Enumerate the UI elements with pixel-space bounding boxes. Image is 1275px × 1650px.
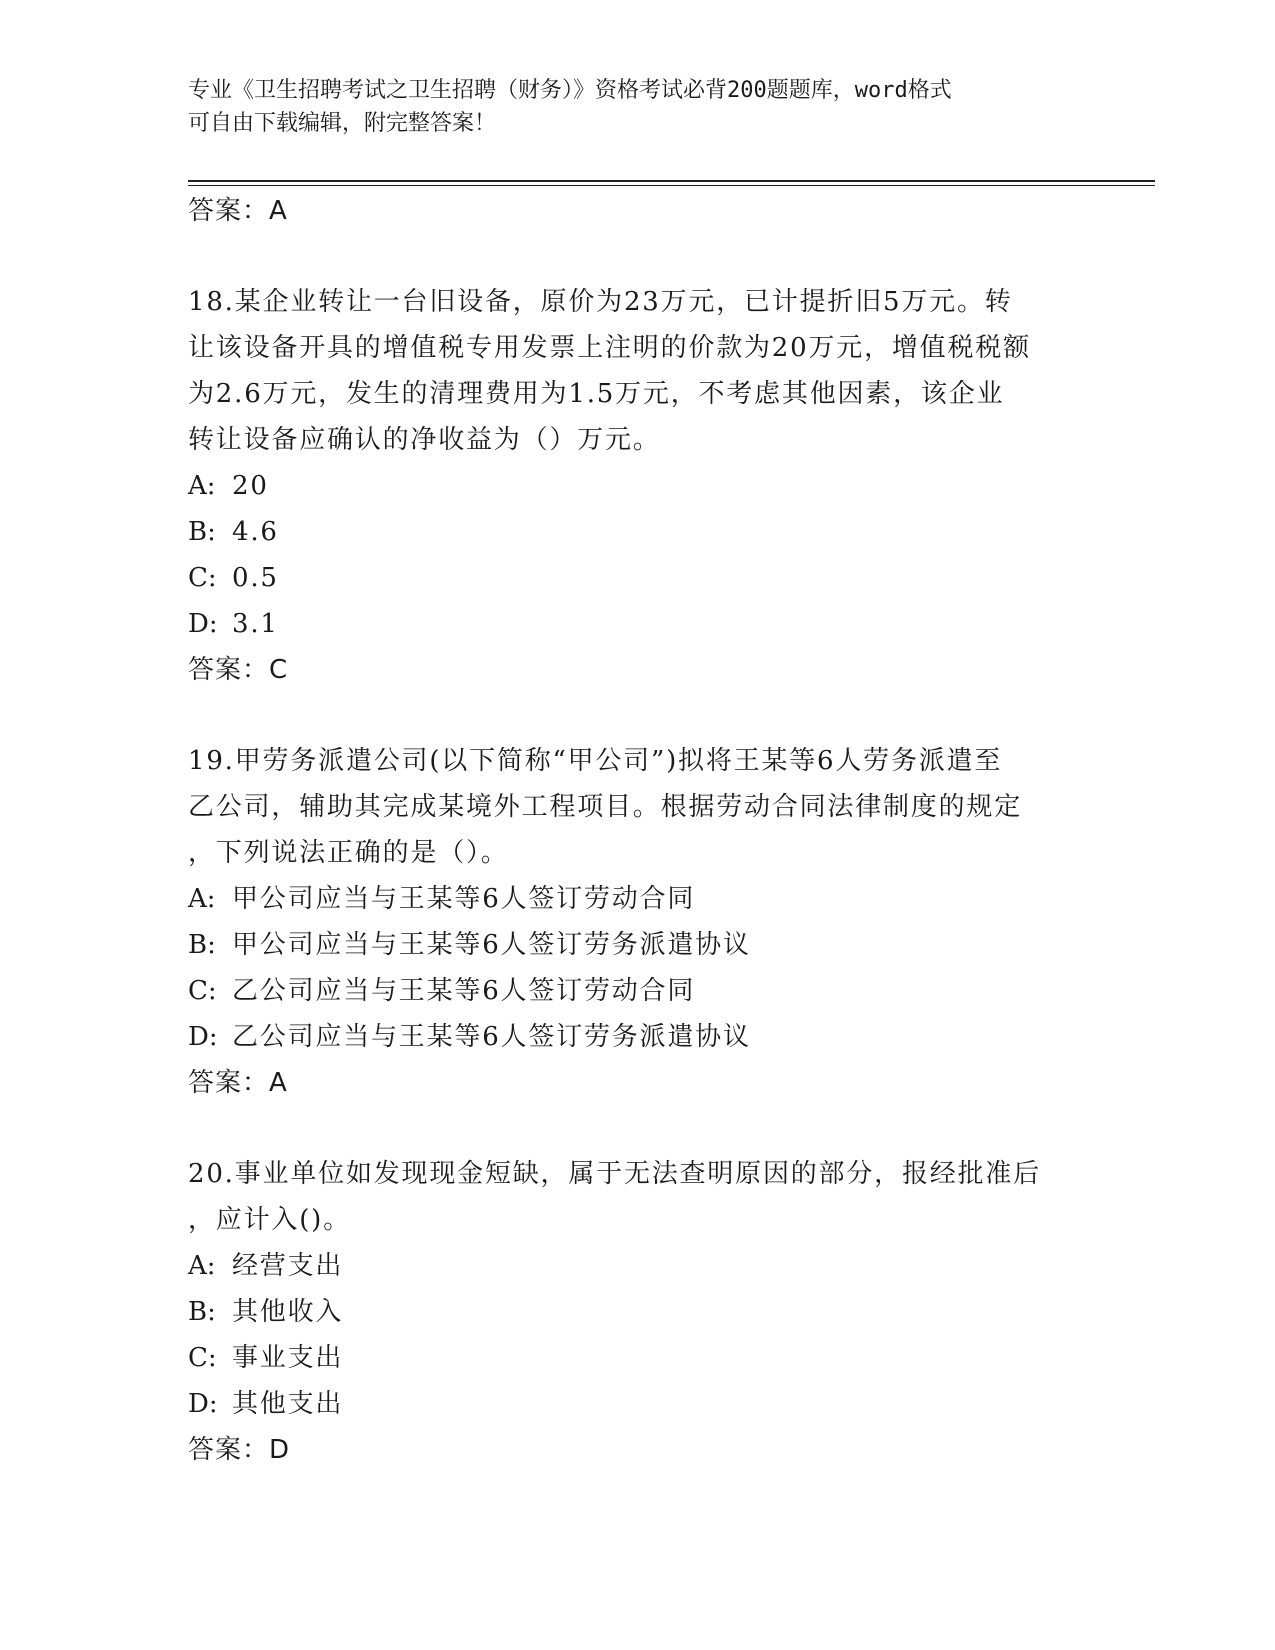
answer-19 bbox=[188, 1060, 1088, 1106]
option-c bbox=[188, 555, 1088, 601]
answer-label: 答案： bbox=[188, 1068, 270, 1098]
answer-value: D bbox=[269, 1435, 290, 1465]
answer-value: C bbox=[269, 655, 288, 685]
question-18 bbox=[188, 279, 1088, 463]
question-text-line: ，应计入()。 bbox=[188, 1205, 351, 1235]
option-a bbox=[188, 876, 1088, 922]
header-title-line-1: 专业《卫生招聘考试之卫生招聘（财务）》资格考试必背200题题库，word格式 bbox=[188, 78, 952, 103]
option-text: 其他支出 bbox=[232, 1389, 344, 1419]
option-letter: B: bbox=[188, 930, 216, 960]
answer-value: A bbox=[269, 196, 287, 226]
option-text: 乙公司应当与王某等6人签订劳动合同 bbox=[232, 976, 696, 1006]
option-letter: B: bbox=[188, 1297, 216, 1327]
option-letter: D: bbox=[188, 1022, 218, 1052]
option-a bbox=[188, 463, 1088, 509]
option-text: 4.6 bbox=[232, 517, 279, 547]
question-19 bbox=[188, 738, 1088, 876]
option-b bbox=[188, 509, 1088, 555]
header-rule-thick bbox=[188, 180, 1155, 182]
question-text-line: 19.甲劳务派遣公司(以下简称“甲公司”)拟将王某等6人劳务派遣至 bbox=[188, 746, 1003, 776]
option-text: 其他收入 bbox=[232, 1297, 344, 1327]
header-rule-thin bbox=[188, 185, 1155, 186]
option-a bbox=[188, 1243, 1088, 1289]
question-text-line: 18.某企业转让一台旧设备，原价为23万元，已计提折旧5万元。转 bbox=[188, 287, 1013, 317]
question-text-line: 20.事业单位如发现现金短缺，属于无法查明原因的部分，报经批准后 bbox=[188, 1159, 1041, 1189]
question-list bbox=[188, 188, 1088, 1473]
option-letter: A: bbox=[188, 1251, 216, 1281]
option-text: 经营支出 bbox=[232, 1251, 344, 1281]
question-text-line: 乙公司，辅助其完成某境外工程项目。根据劳动合同法律制度的规定 bbox=[188, 792, 1023, 822]
option-letter: A: bbox=[188, 471, 216, 501]
option-letter: B: bbox=[188, 517, 216, 547]
option-d bbox=[188, 1014, 1088, 1060]
spacer bbox=[188, 693, 1088, 738]
question-text-line: ，下列说法正确的是（）。 bbox=[188, 838, 509, 868]
question-text-line: 让该设备开具的增值税专用发票上注明的价款为20万元，增值税税额 bbox=[188, 333, 1031, 363]
page-header bbox=[188, 74, 1068, 140]
option-b bbox=[188, 1289, 1088, 1335]
option-text: 0.5 bbox=[232, 563, 279, 593]
option-d bbox=[188, 601, 1088, 647]
question-text-line: 转让设备应确认的净收益为（）万元。 bbox=[188, 425, 661, 455]
option-text: 事业支出 bbox=[232, 1343, 344, 1373]
option-text: 乙公司应当与王某等6人签订劳务派遣协议 bbox=[232, 1022, 751, 1052]
answer-value: A bbox=[269, 1068, 287, 1098]
option-letter: C: bbox=[188, 563, 217, 593]
option-d bbox=[188, 1381, 1088, 1427]
question-20 bbox=[188, 1151, 1088, 1243]
option-letter: A: bbox=[188, 884, 216, 914]
option-c bbox=[188, 968, 1088, 1014]
option-text: 甲公司应当与王某等6人签订劳务派遣协议 bbox=[232, 930, 751, 960]
answer-label: 答案： bbox=[188, 196, 270, 226]
option-text: 3.1 bbox=[232, 609, 279, 639]
option-letter: C: bbox=[188, 1343, 217, 1373]
answer-label: 答案： bbox=[188, 655, 270, 685]
answer-label: 答案： bbox=[188, 1435, 270, 1465]
option-c bbox=[188, 1335, 1088, 1381]
option-letter: D: bbox=[188, 1389, 218, 1419]
answer-20 bbox=[188, 1427, 1088, 1473]
question-text-line: 为2.6万元，发生的清理费用为1.5万元，不考虑其他因素，该企业 bbox=[188, 379, 1005, 409]
answer-18 bbox=[188, 647, 1088, 693]
option-letter: C: bbox=[188, 976, 217, 1006]
spacer bbox=[188, 234, 1088, 279]
option-text: 20 bbox=[232, 471, 269, 501]
spacer bbox=[188, 1106, 1088, 1151]
option-text: 甲公司应当与王某等6人签订劳动合同 bbox=[232, 884, 696, 914]
option-letter: D: bbox=[188, 609, 218, 639]
previous-answer bbox=[188, 188, 1088, 234]
header-title-line-2: 可自由下载编辑，附完整答案！ bbox=[188, 111, 497, 136]
option-b bbox=[188, 922, 1088, 968]
